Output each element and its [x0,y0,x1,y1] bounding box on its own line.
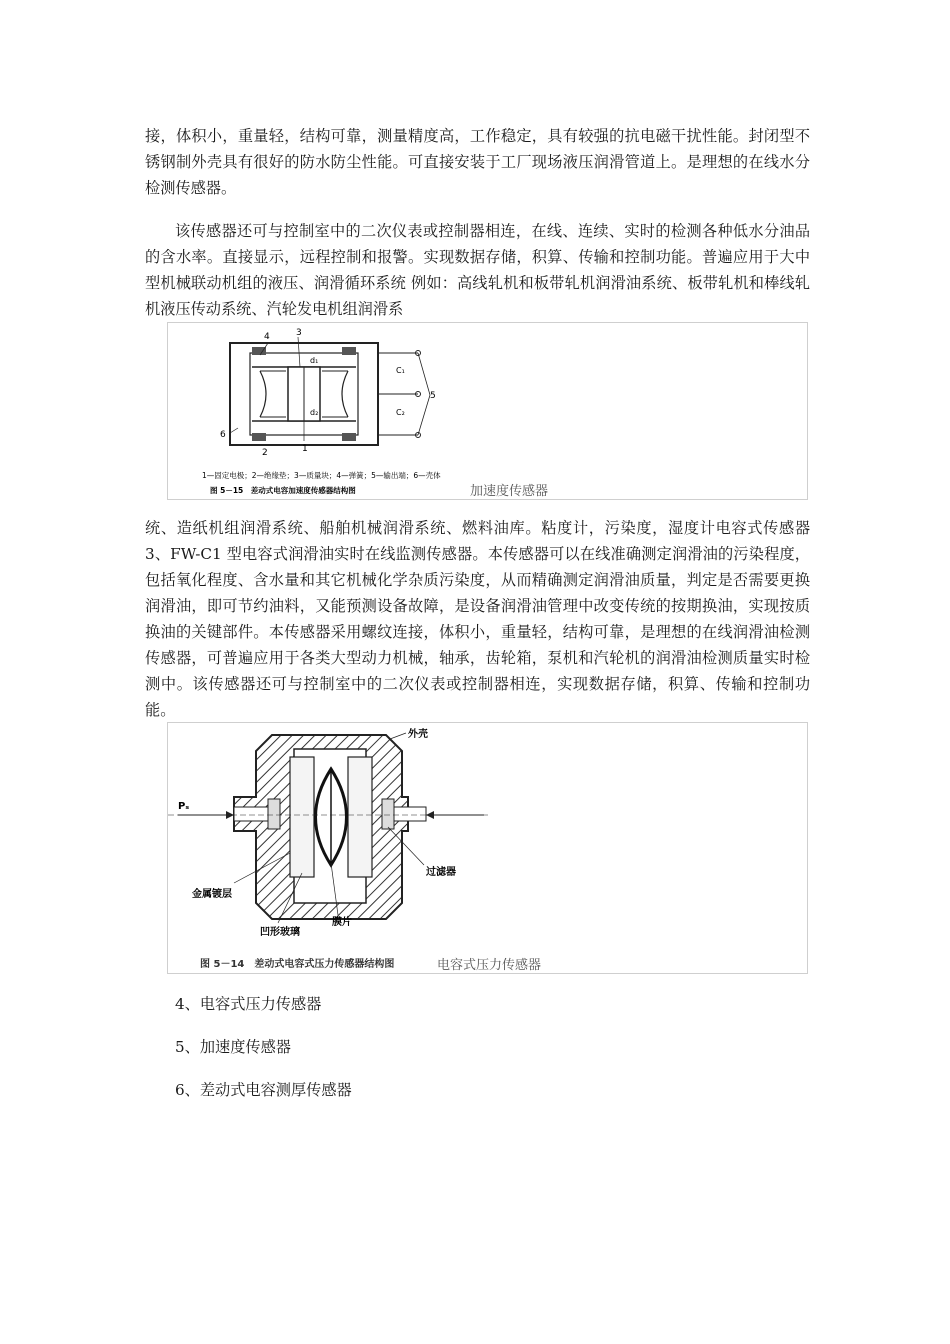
figure-pressure-sensor [167,722,808,974]
label-c2: C₂ [396,408,405,417]
paragraph-3: 统、造纸机组润滑系统、船舶机械润滑系统、燃料油库。粘度计，污染度，湿度计电容式传感器 3、FW-C1 型电容式润滑油实时在线监测传感器。本传感器可以在线准确测定润滑油的污染程度，包括氧化程度、含水量和其它机械化学杂质污染度，从而精确测定润滑油质量，判定是否需要更换润滑油，即可节约油料，又能预测设备故障，是设备润滑油管理中改变传统的按期换油，实现按质换油的关键部件。本传感器采用螺纹连接，体积小，重量轻，结构可靠，是理想的在线润滑油检测传感器，可普遍应用于各类大型动力机械，轴承，齿轮箱，泵机和汽轮机的润滑油检测质量实时检测中。该传感器还可与控制室中的二次仪表或控制器相连，实现数据存储，积算、传输和控制功能。 [145,519,810,719]
figure2-title: 图 5－14 差动式电容式压力传感器结构图 [200,959,395,970]
list-item: 4、电容式压力传感器 [175,995,322,1013]
figure-accelerometer [167,322,808,500]
label-4: 4 [264,332,270,342]
pressure-sensor-diagram [168,723,807,973]
list-item: 5、加速度传感器 [175,1038,291,1056]
label-d1: d₁ [310,356,319,365]
label-2: 2 [262,448,268,458]
figure1-caption: 加速度传感器 [470,484,549,499]
label-5: 5 [430,391,436,401]
label-shell: 外壳 [408,729,428,740]
figure1-title: 图 5－15 差动式电容加速度传感器结构图 [210,486,356,495]
list-item: 6、差动式电容测厚传感器 [175,1081,352,1099]
label-ps: Pₛ [178,801,190,812]
label-6: 6 [220,430,226,440]
accelerometer-diagram [168,323,807,499]
label-diaphragm: 膜片 [332,917,352,928]
label-filter: 过滤器 [426,867,456,878]
figure1-legend: 1—固定电极；2—绝缘垫；3—质量块；4—弹簧；5—输出端；6—壳体 [202,471,441,480]
label-c1: C₁ [396,366,405,375]
label-concave-glass: 凹形玻璃 [260,927,300,938]
label-metal-layer: 金属镀层 [192,889,232,900]
figure2-caption: 电容式压力传感器 [437,958,542,973]
paragraph-2: 该传感器还可与控制室中的二次仪表或控制器相连，在线、连续、实时的检测各种低水分油品的含水率。直接显示，远程控制和报警。实现数据存储，积算、传输和控制功能。普遍应用于大中型机械联动机组的液压、润滑循环系统 例如：高线轧机和板带轧机润滑油系统、板带轧机和棒线轧机液压传动系统、汽轮发电机组润滑系 [145,222,810,318]
paragraph-1: 接，体积小，重量轻，结构可靠，测量精度高，工作稳定，具有较强的抗电磁干扰性能。封闭型不锈钢制外壳具有很好的防水防尘性能。可直接安装于工厂现场液压润滑管道上。是理想的在线水分检测传感器。 [145,127,810,197]
label-3: 3 [296,328,302,338]
label-d2: d₂ [310,408,319,417]
label-1: 1 [302,444,308,454]
